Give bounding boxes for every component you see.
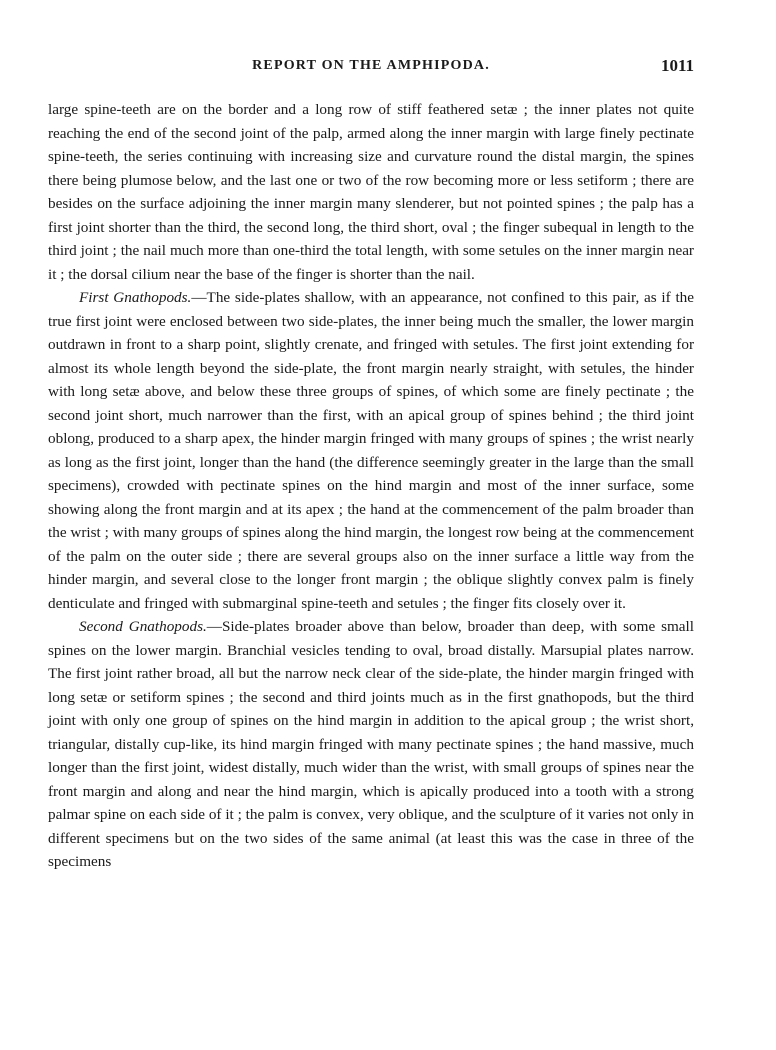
paragraph-text: large spine-teeth are on the border and a long row of stiff feathered setæ ; the inner plates not quite reaching the end of the second joint of the palp, armed along the inner margin with large finely pectinate spine-teeth, the series continuing with increasing size and curvature round the distal margin, the spines there being plumose below, and the last one or two of the row becoming more or less setiform ; there are besides on the surface adjoining the inner margin many slenderer, but not pointed spines ; the palp has a first joint shorter than the third, the second long, the third short, oval ; the finger subequal in length to the third joint ; the nail much more than one-third the total length, with some setules on the inner margin near it ; the dorsal cilium near the base of the finger is shorter than the nail. <box>48 101 694 283</box>
page-number: 1011 <box>660 56 694 75</box>
paragraph-text: —The side-plates shallow, with an appearance, not confined to this pair, as if the true first joint were enclosed between two side-plates, the inner being much the smaller, the lower margin outdrawn in front to a sharp point, slightly crenate, and fringed with setules. The first joint extending for almost its whole length beyond the side-plate, the front margin nearly straight, with setules, the hinder with long setæ above, and below these three groups of spines, of which some are finely pectinate ; the second joint short, much narrower than the first, with an apical group of spines behind ; the third joint oblong, produced to a sharp apex, the hinder margin fringed with many groups of spines ; the wrist nearly as long as the first joint, longer than the hand (the difference seemingly greater in the large than the small specimens), crowded with pectinate spines on the hind margin and most of the inner surface, some showing along the front margin and at its apex ; the hand at the commencement of the palm broader than the wrist ; with many groups of spines along the hind margin, the longest row being at the commencement of the palm on the outer side ; there are several groups also on the inner surface a little way from the hinder margin, and several close to the longer front margin ; the oblique slightly convex palm is finely denticulate and fringed with submarginal spine-teeth and setules ; the finger fits closely over it. <box>48 289 694 612</box>
running-title: REPORT ON THE AMPHIPODA. <box>252 58 490 73</box>
paragraph-maxilliped-continuation <box>48 98 694 286</box>
paragraph-first-gnathopods <box>48 286 694 615</box>
section-heading-second-gnathopods: Second Gnathopods. <box>79 618 207 635</box>
paragraph-text: —Side-plates broader above than below, broader than deep, with some small spines on the lower margin. Branchial vesicles tending to oval, broad distally. Marsupial plates narrow. The first joint rather broad, all but the narrow neck clear of the side-plate, the hinder margin fringed with long setæ or setiform spines ; the second and third joints much as in the first gnathopods, but the third joint with only one group of spines on the hind margin in addition to the apical group ; the wrist short, triangular, distally cup-like, its hind margin fringed with many pectinate spines ; the hand massive, much longer than the first joint, widest distally, much wider than the wrist, with small groups of spines near the front margin and along and near the hind margin, which is apically produced into a tooth with a strong palmar spine on each side of it ; the palm is convex, very oblique, and the sculpture of it varies not only in different specimens but on the two sides of the same animal (at least this was the case in three of the specimens <box>48 618 694 870</box>
section-heading-first-gnathopods: First Gnathopods. <box>79 289 192 306</box>
body-text <box>48 98 694 874</box>
paragraph-second-gnathopods <box>48 615 694 874</box>
running-head <box>48 58 694 80</box>
